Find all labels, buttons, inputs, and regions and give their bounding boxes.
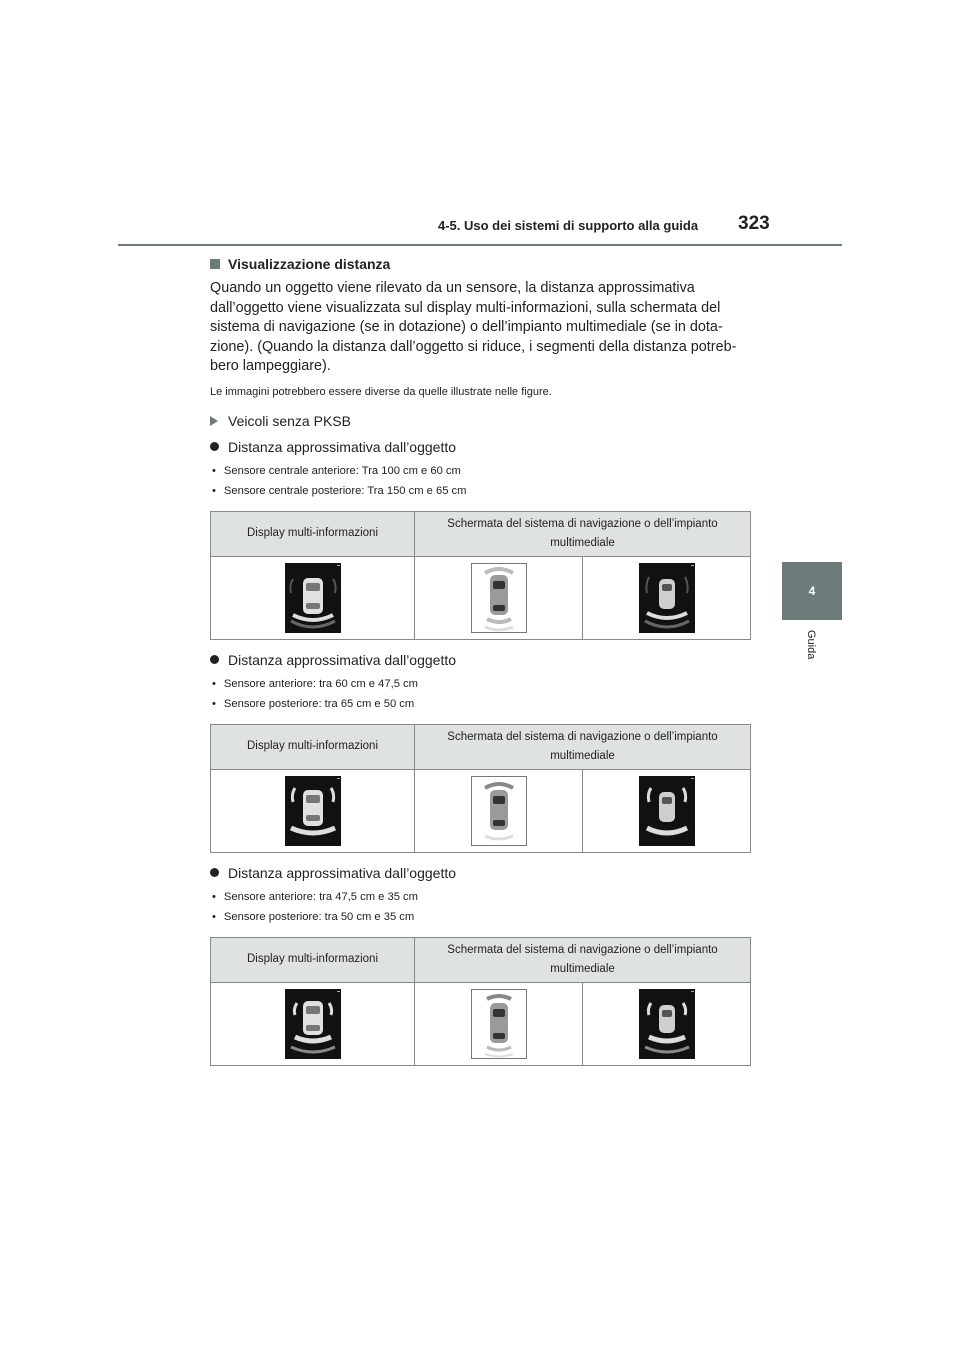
- navigation-cell-left: [415, 982, 583, 1065]
- main-content: [210, 254, 752, 1066]
- header-navigation: Schermata del sistema di navigazione o dell’impianto multimediale: [415, 724, 751, 769]
- header-navigation: Schermata del sistema di navigazione o dell’impianto multimediale: [415, 937, 751, 982]
- triangle-bullet-icon: [210, 416, 218, 426]
- chapter-tab: [782, 562, 842, 620]
- dot-bullet-icon: [210, 442, 219, 451]
- distance-block-1: [210, 438, 752, 640]
- section-heading: Visualizzazione distanza: [210, 254, 752, 274]
- chapter-label: Guida: [805, 630, 817, 660]
- navigation-cell-right: [583, 769, 751, 852]
- list-item: • Sensore anteriore: tra 47,5 cm e 35 cm: [210, 887, 752, 907]
- list-item: • Sensore centrale anteriore: Tra 100 cm e 60 cm: [210, 461, 752, 481]
- header-navigation: Schermata del sistema di navigazione o dell’impianto multimediale: [415, 511, 751, 556]
- figure-note: Le immagini potrebbero essere diverse da quelle illustrate nelle figure.: [210, 385, 552, 398]
- square-bullet-icon: [210, 259, 220, 269]
- navigation-dark-display-image: [639, 989, 695, 1059]
- block-heading: Distanza approssimativa dall’oggetto: [210, 438, 752, 456]
- navigation-dark-display-image: [639, 563, 695, 633]
- multi-info-display-image: [285, 776, 341, 846]
- display-table: [210, 511, 751, 640]
- dot-bullet-icon: [210, 868, 219, 877]
- header-multi-info: Display multi-informazioni: [211, 937, 415, 982]
- intro-paragraph: Quando un oggetto viene rilevato da un sensore, la distanza approssimativa dall’oggetto viene visualizzata sul display multi-informazioni, sulla schermata del sistema di navigazione (se in dotazione) o dell’impianto multimediale (se in dota-zione). (Quando la distanza dall’oggetto si riduce, i segmenti della distanza potreb-bero lampeggiare).: [210, 280, 737, 374]
- navigation-cell-right: [583, 982, 751, 1065]
- list-item: • Sensore posteriore: tra 50 cm e 35 cm: [210, 907, 752, 927]
- navigation-display-image: [471, 989, 527, 1059]
- navigation-dark-display-image: [639, 776, 695, 846]
- vehicle-heading: Veicoli senza PKSB: [210, 412, 752, 430]
- navigation-cell-left: [415, 769, 583, 852]
- navigation-cell-right: [583, 556, 751, 639]
- list-item: • Sensore centrale posteriore: Tra 150 cm e 65 cm: [210, 481, 752, 501]
- navigation-cell-left: [415, 556, 583, 639]
- block-heading: Distanza approssimativa dall’oggetto: [210, 864, 752, 882]
- multi-info-cell: [211, 769, 415, 852]
- display-table: [210, 724, 751, 853]
- block-heading: Distanza approssimativa dall’oggetto: [210, 651, 752, 669]
- display-table: [210, 937, 751, 1066]
- multi-info-display-image: [285, 989, 341, 1059]
- distance-block-2: [210, 651, 752, 853]
- multi-info-cell: [211, 556, 415, 639]
- distance-block-3: [210, 864, 752, 1066]
- page-number: 323: [738, 213, 770, 234]
- multi-info-cell: [211, 982, 415, 1065]
- header-section-title: 4-5. Uso dei sistemi di supporto alla guida: [438, 218, 699, 233]
- navigation-display-image: [471, 563, 527, 633]
- dot-bullet-icon: [210, 655, 219, 664]
- navigation-display-image: [471, 776, 527, 846]
- list-item: • Sensore anteriore: tra 60 cm e 47,5 cm: [210, 674, 752, 694]
- header-multi-info: Display multi-informazioni: [211, 724, 415, 769]
- list-item: • Sensore posteriore: tra 65 cm e 50 cm: [210, 694, 752, 714]
- header-divider: [118, 244, 842, 246]
- chapter-number: 4: [808, 584, 816, 598]
- header-multi-info: Display multi-informazioni: [211, 511, 415, 556]
- multi-info-display-image: [285, 563, 341, 633]
